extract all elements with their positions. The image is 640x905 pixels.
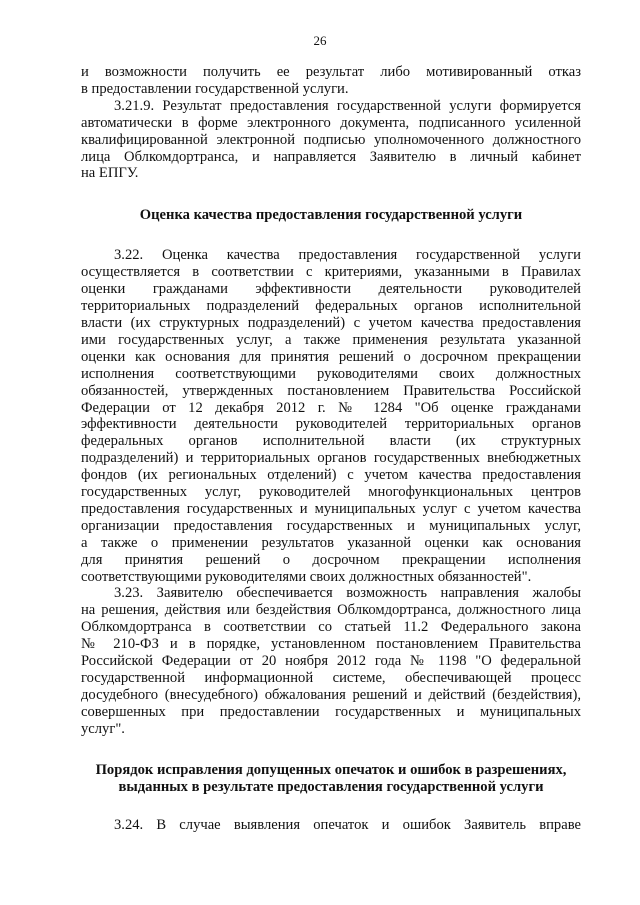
text-line: лица Облкомдортранса, и направляется Заявителю в личный кабинет (81, 148, 581, 165)
text-line: на ЕПГУ. (81, 165, 139, 182)
text-line: Облкомдортранса в соответствии со статьей 11.2 Федерального закона (81, 619, 581, 636)
text-line: для принятия решений о досрочном прекращении исполнения (81, 551, 581, 568)
text-line: подразделений) и территориальных органов государственных внебюджетных (81, 450, 581, 467)
text-line: федеральных органов исполнительной власти (их структурных (81, 433, 581, 450)
text-line: предоставления государственных и муниципальных услуг с учетом качества (81, 500, 581, 517)
text-line: услуг". (81, 720, 125, 737)
text-line: в предоставлении государственной услуги. (81, 80, 349, 97)
paragraph-3-23 (81, 585, 581, 737)
text-line: Федерации от 12 декабря 2012 г. № 1284 "Об оценке гражданами (81, 399, 581, 416)
text-line: № 210-ФЗ и в порядке, установленном постановлением Правительства (81, 636, 581, 653)
text-line: квалифицированной электронной подписью уполномоченного должностного (81, 131, 581, 148)
text-line: осуществляется в соответствии с критериями, указанными в Правилах (81, 264, 581, 281)
page-number: 26 (313, 33, 327, 48)
text-line: фондов (их региональных отделений) с учетом качества предоставления (81, 467, 581, 484)
text-line: ими государственных услуг, а также применения результата указанной (81, 331, 581, 348)
text-line: 3.23. Заявителю обеспечивается возможность направления жалобы (114, 585, 581, 602)
text-line: эффективности деятельности руководителей территориальных органов (81, 416, 581, 433)
text-line: территориальных подразделений федеральных органов исполнительной (81, 298, 581, 315)
text-line: исполнения соответствующими руководителями своих должностных (81, 365, 581, 382)
text-line: и возможности получить ее результат либо мотивированный отказ (81, 64, 581, 80)
text-line: 3.21.9. Результат предоставления государственной услуги формируется (114, 97, 581, 114)
section-heading-quality-assessment: Оценка качества предоставления государственной услуги (139, 207, 523, 224)
text-line: обязанностей, утвержденных постановлением Правительства Российской (81, 382, 581, 399)
text-line: соответствующими руководителями своих должностных обязанностей". (81, 568, 532, 585)
text-line: 3.22. Оценка качества предоставления государственной услуги (114, 247, 581, 264)
text-line: совершенных при предоставлении государственных и муниципальных (81, 703, 581, 720)
paragraph-3-21-9 (81, 98, 581, 183)
text-line: организации предоставления государственных и муниципальных услуг, (81, 517, 581, 534)
section-heading-error-correction (81, 762, 581, 796)
heading-line: выданных в результате предоставления государственной услуги (118, 778, 544, 795)
text-line: государственной информационной системе, обеспечивающей процесс (81, 670, 581, 686)
text-line: а также о применении результатов указанной оценки как основания (81, 534, 581, 551)
text-line: на решения, действия или бездействия Облкомдортранса, должностного лица (81, 602, 581, 619)
text-line: автоматически в форме электронного документа, подписанного усиленной (81, 114, 581, 131)
document-body (81, 64, 581, 834)
text-line: 3.24. В случае выявления опечаток и ошибок Заявитель вправе (114, 816, 581, 833)
paragraph-3-22 (81, 247, 581, 585)
text-line: оценки как основания для принятия решений о досрочном прекращении (81, 348, 581, 365)
paragraph-3-21-8-continuation (81, 64, 581, 98)
text-line: власти (их структурных подразделений) с учетом качества предоставления (81, 314, 581, 331)
text-line: оценки гражданами эффективности деятельности руководителей (81, 281, 581, 298)
text-line: Российской Федерации от 20 ноября 2012 года № 1198 "О федеральной (81, 653, 581, 670)
paragraph-3-24 (81, 817, 581, 834)
heading-line: Порядок исправления допущенных опечаток и ошибок в разрешениях, (95, 761, 567, 778)
text-line: государственных услуг, руководителей многофункциональных центров (81, 484, 581, 501)
text-line: досудебного (внесудебного) обжалования решений и действий (бездействия), (81, 686, 581, 703)
